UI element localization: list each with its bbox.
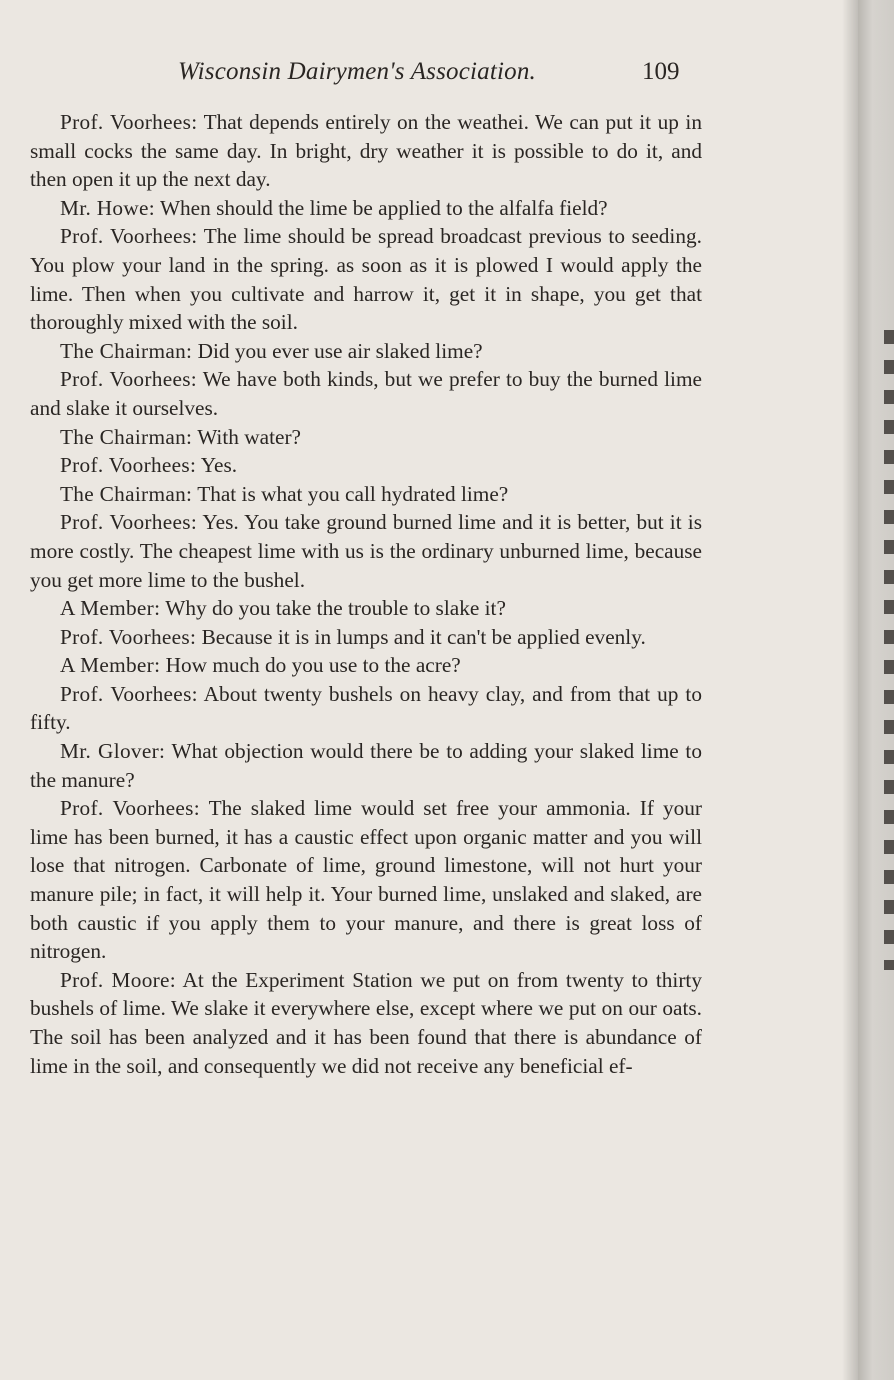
paragraph-7 <box>30 451 702 480</box>
speaker-label: The Chairman: <box>60 481 193 506</box>
speaker-label: Prof. Voorhees: <box>60 796 200 821</box>
speaker-label: Mr. Glover: <box>60 739 166 764</box>
paragraph-13 <box>30 680 702 737</box>
speaker-label: Prof. Voorhees: <box>60 110 198 134</box>
speaker-label: Prof. Voorhees: <box>60 367 198 392</box>
paragraph-6 <box>30 423 702 452</box>
paragraph-text: Did you ever use air slaked lime? <box>197 338 483 363</box>
speaker-label: The Chairman: <box>60 424 193 449</box>
paragraph-text: Why do you take the trouble to slake it? <box>165 596 506 621</box>
paragraph-text: About twenty bushels on heavy clay, and from that up to fifty. <box>30 681 702 735</box>
paragraph-text: How much do you use to the acre? <box>165 653 461 678</box>
speaker-label: Prof. Voorhees: <box>60 681 198 706</box>
text-body <box>30 108 702 1080</box>
paragraph-text: At the Experiment Station we put on from twenty to thirty bushels of lime. We slake it everywhere else, except where we put on our oats. The soil has been analyzed and it has been found that there is abundance of lime in the soil, and consequently we did not receive any beneficial ef- <box>30 967 702 1078</box>
paragraph-12 <box>30 651 702 680</box>
speaker-label: Prof. Voorhees: <box>60 453 197 478</box>
page-edge-shadow <box>842 0 858 1380</box>
speaker-label: Prof. Voorhees: <box>60 224 198 249</box>
paragraph-2 <box>30 194 702 223</box>
page-header <box>0 58 858 92</box>
paragraph-text: We have both kinds, but we prefer to buy the burned lime and slake it ourselves. <box>30 367 702 420</box>
paragraph-text: With water? <box>197 424 301 449</box>
paragraph-text: That is what you call hydrated lime? <box>197 481 509 506</box>
paragraph-16 <box>30 966 702 1080</box>
paragraph-text: Yes. <box>200 453 238 478</box>
paragraph-11 <box>30 623 702 652</box>
paragraph-text: What objection would there be to adding your slaked lime to the manure? <box>30 739 702 792</box>
paragraph-1 <box>30 108 702 194</box>
adjacent-page-text-bleed <box>884 330 894 970</box>
paragraph-4 <box>30 337 702 366</box>
speaker-label: A Member: <box>60 653 161 678</box>
speaker-label: Mr. Howe: <box>60 195 155 220</box>
speaker-label: Prof. Voorhees: <box>60 510 198 535</box>
paragraph-text: Because it is in lumps and it can't be applied evenly. <box>201 624 646 649</box>
paragraph-text: The slaked lime would set free your ammonia. If your lime has been burned, it has a caustic effect upon organic matter and you will lose that nitrogen. Carbonate of lime, ground limestone, will not hurt your manure pile; in fact, it will help it. Your burned lime, unslaked and slaked, are both caustic if you apply them to your manure, and there is great loss of nitrogen. <box>30 796 702 964</box>
paragraph-text: The lime should be spread broadcast previous to seeding. You plow your land in the spring. as soon as it is plowed I would apply the lime. Then when you cultivate and harrow it, get it in shape, you get that thoroughly mixed with the soil. <box>30 224 702 335</box>
paragraph-8 <box>30 480 702 509</box>
speaker-label: A Member: <box>60 596 161 621</box>
paragraph-14 <box>30 737 702 794</box>
paragraph-5 <box>30 365 702 422</box>
paragraph-text: That depends entirely on the weathei. We can put it up in small cocks the same day. In bright, dry weather it is possible to do it, and then open it up the next day. <box>30 110 702 192</box>
adjacent-page-edge <box>858 0 894 1380</box>
paragraph-text: When should the lime be applied to the alfalfa field? <box>159 195 608 220</box>
paragraph-10 <box>30 594 702 623</box>
page-number: 109 <box>642 58 680 85</box>
paragraph-text: Yes. You take ground burned lime and it is better, but it is more costly. The cheapest lime with us is the ordinary unburned lime, because you get more lime to the bushel. <box>30 510 702 592</box>
paragraph-3 <box>30 222 702 336</box>
speaker-label: The Chairman: <box>60 338 193 363</box>
paragraph-9 <box>30 508 702 594</box>
speaker-label: Prof. Voorhees: <box>60 624 197 649</box>
running-title: Wisconsin Dairymen's Association. <box>178 58 537 85</box>
speaker-label: Prof. Moore: <box>60 967 176 992</box>
paragraph-15 <box>30 794 702 966</box>
